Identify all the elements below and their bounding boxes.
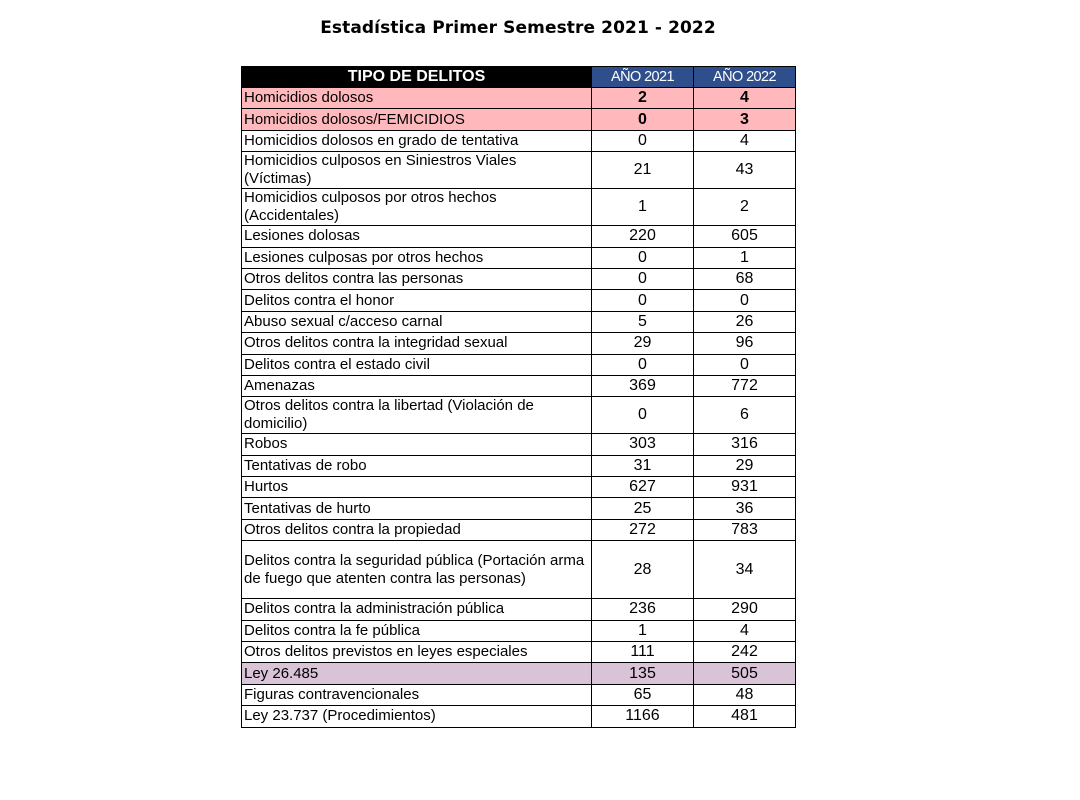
year-2022-value: 68 — [694, 268, 796, 289]
crime-type-cell: Otros delitos contra la libertad (Violación de domicilio) — [242, 397, 592, 434]
crime-type-cell: Delitos contra el estado civil — [242, 354, 592, 375]
crime-type-cell: Otros delitos contra la propiedad — [242, 519, 592, 540]
crime-type-cell: Delitos contra la seguridad pública (Portación arma de fuego que atenten contra las personas) — [242, 541, 592, 599]
year-2022-value: 290 — [694, 599, 796, 620]
crime-statistics-table — [241, 66, 796, 728]
crime-type-cell: Homicidios culposos por otros hechos (Accidentales) — [242, 189, 592, 226]
crime-type-cell: Otros delitos contra la integridad sexual — [242, 333, 592, 354]
table-row — [242, 311, 796, 332]
table-row — [242, 663, 796, 684]
year-2022-value: 96 — [694, 333, 796, 354]
crime-type-cell: Homicidios culposos en Siniestros Viales (Víctimas) — [242, 152, 592, 189]
year-2022-value: 43 — [694, 152, 796, 189]
year-2022-value: 481 — [694, 706, 796, 727]
crime-type-cell: Homicidios dolosos en grado de tentativa — [242, 130, 592, 151]
year-2021-value: 303 — [592, 434, 694, 455]
year-2022-value: 772 — [694, 375, 796, 396]
table-row — [242, 684, 796, 705]
table-header-row — [242, 67, 796, 88]
year-2021-value: 1 — [592, 620, 694, 641]
table-row — [242, 268, 796, 289]
table-row — [242, 226, 796, 247]
year-2021-value: 25 — [592, 498, 694, 519]
year-2021-value: 272 — [592, 519, 694, 540]
year-2022-value: 605 — [694, 226, 796, 247]
crime-type-cell: Abuso sexual c/acceso carnal — [242, 311, 592, 332]
year-2022-value: 26 — [694, 311, 796, 332]
year-2022-value: 29 — [694, 455, 796, 476]
column-header-year-2021: AÑO 2021 — [592, 67, 694, 88]
year-2022-value: 36 — [694, 498, 796, 519]
table-row — [242, 130, 796, 151]
column-header-year-2022: AÑO 2022 — [694, 67, 796, 88]
year-2021-value: 0 — [592, 268, 694, 289]
crime-type-cell: Figuras contravencionales — [242, 684, 592, 705]
year-2021-value: 0 — [592, 247, 694, 268]
year-2022-value: 2 — [694, 189, 796, 226]
year-2021-value: 0 — [592, 290, 694, 311]
crime-type-cell: Otros delitos contra las personas — [242, 268, 592, 289]
year-2022-value: 3 — [694, 109, 796, 130]
year-2022-value: 1 — [694, 247, 796, 268]
year-2021-value: 627 — [592, 477, 694, 498]
table-row — [242, 642, 796, 663]
year-2021-value: 111 — [592, 642, 694, 663]
table-row — [242, 541, 796, 599]
year-2021-value: 135 — [592, 663, 694, 684]
table-row — [242, 599, 796, 620]
table-row — [242, 397, 796, 434]
year-2021-value: 220 — [592, 226, 694, 247]
crime-type-cell: Delitos contra la fe pública — [242, 620, 592, 641]
table-row — [242, 620, 796, 641]
year-2021-value: 31 — [592, 455, 694, 476]
crime-type-cell: Lesiones dolosas — [242, 226, 592, 247]
year-2021-value: 29 — [592, 333, 694, 354]
table-row — [242, 354, 796, 375]
crime-type-cell: Delitos contra el honor — [242, 290, 592, 311]
year-2022-value: 34 — [694, 541, 796, 599]
year-2021-value: 0 — [592, 354, 694, 375]
table-row — [242, 247, 796, 268]
year-2021-value: 1 — [592, 189, 694, 226]
table-row — [242, 290, 796, 311]
crime-type-cell: Robos — [242, 434, 592, 455]
table-row — [242, 498, 796, 519]
crime-type-cell: Amenazas — [242, 375, 592, 396]
year-2021-value: 2 — [592, 88, 694, 109]
year-2021-value: 28 — [592, 541, 694, 599]
year-2022-value: 4 — [694, 88, 796, 109]
crime-type-cell: Ley 26.485 — [242, 663, 592, 684]
crime-type-cell: Homicidios dolosos/FEMICIDIOS — [242, 109, 592, 130]
table-row — [242, 189, 796, 226]
crime-type-cell: Otros delitos previstos en leyes especiales — [242, 642, 592, 663]
year-2021-value: 65 — [592, 684, 694, 705]
year-2021-value: 0 — [592, 130, 694, 151]
crime-type-cell: Tentativas de hurto — [242, 498, 592, 519]
year-2022-value: 4 — [694, 620, 796, 641]
year-2022-value: 0 — [694, 354, 796, 375]
crime-type-cell: Lesiones culposas por otros hechos — [242, 247, 592, 268]
table-row — [242, 152, 796, 189]
table-row — [242, 375, 796, 396]
year-2022-value: 783 — [694, 519, 796, 540]
crime-type-cell: Ley 23.737 (Procedimientos) — [242, 706, 592, 727]
table-row — [242, 519, 796, 540]
year-2022-value: 4 — [694, 130, 796, 151]
year-2022-value: 316 — [694, 434, 796, 455]
table-row — [242, 109, 796, 130]
table-row — [242, 88, 796, 109]
table-row — [242, 333, 796, 354]
year-2021-value: 0 — [592, 397, 694, 434]
year-2021-value: 1166 — [592, 706, 694, 727]
year-2022-value: 931 — [694, 477, 796, 498]
year-2021-value: 236 — [592, 599, 694, 620]
column-header-crime-type: TIPO DE DELITOS — [242, 67, 592, 88]
crime-type-cell: Homicidios dolosos — [242, 88, 592, 109]
crime-type-cell: Delitos contra la administración pública — [242, 599, 592, 620]
table-row — [242, 706, 796, 727]
crime-type-cell: Hurtos — [242, 477, 592, 498]
year-2022-value: 6 — [694, 397, 796, 434]
table-row — [242, 434, 796, 455]
page-title: Estadística Primer Semestre 2021 - 2022 — [320, 18, 716, 38]
table-row — [242, 477, 796, 498]
year-2021-value: 0 — [592, 109, 694, 130]
year-2022-value: 505 — [694, 663, 796, 684]
year-2022-value: 0 — [694, 290, 796, 311]
year-2021-value: 5 — [592, 311, 694, 332]
year-2021-value: 21 — [592, 152, 694, 189]
crime-type-cell: Tentativas de robo — [242, 455, 592, 476]
year-2022-value: 48 — [694, 684, 796, 705]
year-2022-value: 242 — [694, 642, 796, 663]
table-row — [242, 455, 796, 476]
year-2021-value: 369 — [592, 375, 694, 396]
